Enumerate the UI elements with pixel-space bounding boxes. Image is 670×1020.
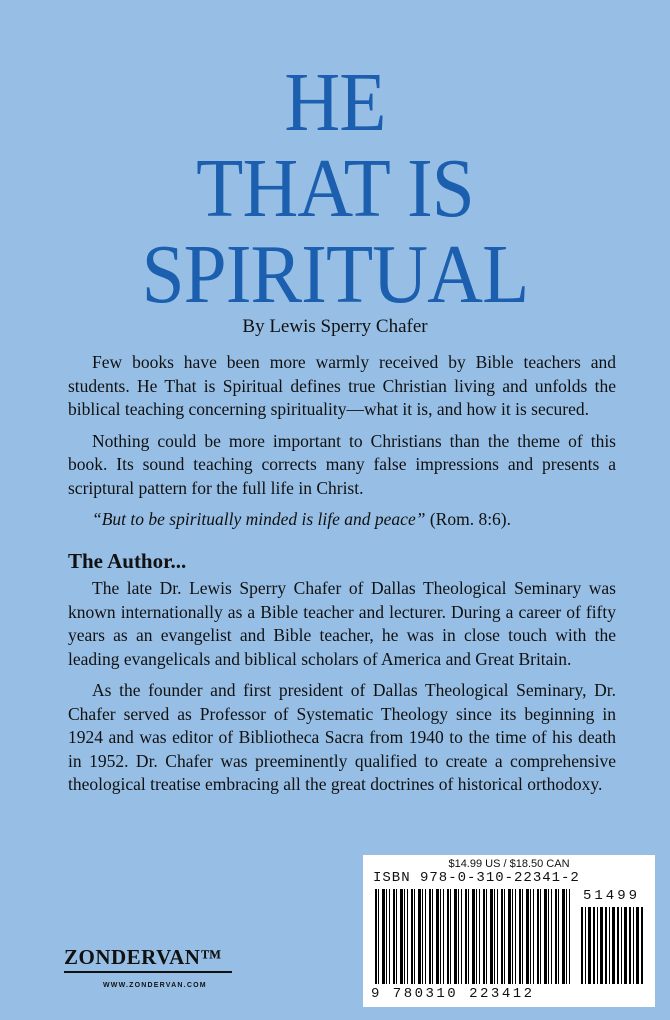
- description-paragraph-1: Few books have been more warmly received by Bible teachers and students. He That is Spiritual defines true Christian living and unfolds the biblical teaching concerning spirituality—what it is, and how it is secured.: [68, 352, 616, 419]
- scripture-quote: [68, 508, 616, 532]
- byline: By Lewis Sperry Chafer: [242, 316, 428, 337]
- author-heading: The Author...: [68, 548, 187, 573]
- isbn-label: ISBN 978-0-310-22341-2: [373, 870, 580, 886]
- quote-reference: (Rom. 8:6).: [425, 509, 512, 529]
- title-line-3: SPIRITUAL: [141, 228, 529, 321]
- publisher-logo: ZONDERVAN™: [64, 945, 222, 969]
- quote-text: “But to be spiritually minded is life and peace”: [92, 509, 426, 529]
- author-paragraph-1: The late Dr. Lewis Sperry Chafer of Dallas Theological Seminary was known internationally as a Bible teacher and lecturer. During a career of fifty years as an evangelist and Bible teacher, he was in close touch with the leading evangelicals and biblical scholars of America and Great Britain.: [68, 578, 616, 669]
- price-label: $14.99 US / $18.50 CAN: [448, 858, 570, 870]
- price-code: 51499: [583, 888, 641, 904]
- barcode: [363, 855, 655, 1007]
- publisher-website: WWW.ZONDERVAN.COM: [103, 982, 207, 989]
- author-paragraph-2: As the founder and first president of Dallas Theological Seminary, Dr. Chafer served as Professor of Systematic Theology since its beginning in 1924 and was editor of Bibliotheca Sacra from 1940 to the time of his death in 1952. Dr. Chafer was preeminently qualified to create a comprehensive theological treatise embracing all the great doctrines of historical orthodoxy.: [68, 680, 616, 794]
- ean-digits: 9 780310 223412: [371, 986, 535, 1002]
- barcode-bars: [375, 889, 571, 984]
- description-paragraph-2: Nothing could be more important to Christians than the theme of this book. Its sound teaching corrects many false impressions and presents a scriptural pattern for the full life in Christ.: [68, 430, 616, 498]
- price-barcode-bars: [581, 907, 645, 984]
- logo-underline: [64, 971, 232, 973]
- title-line-2: THAT IS: [196, 142, 474, 235]
- description: [68, 351, 616, 805]
- title-line-1: HE: [284, 56, 386, 149]
- book-title: [27, 56, 643, 321]
